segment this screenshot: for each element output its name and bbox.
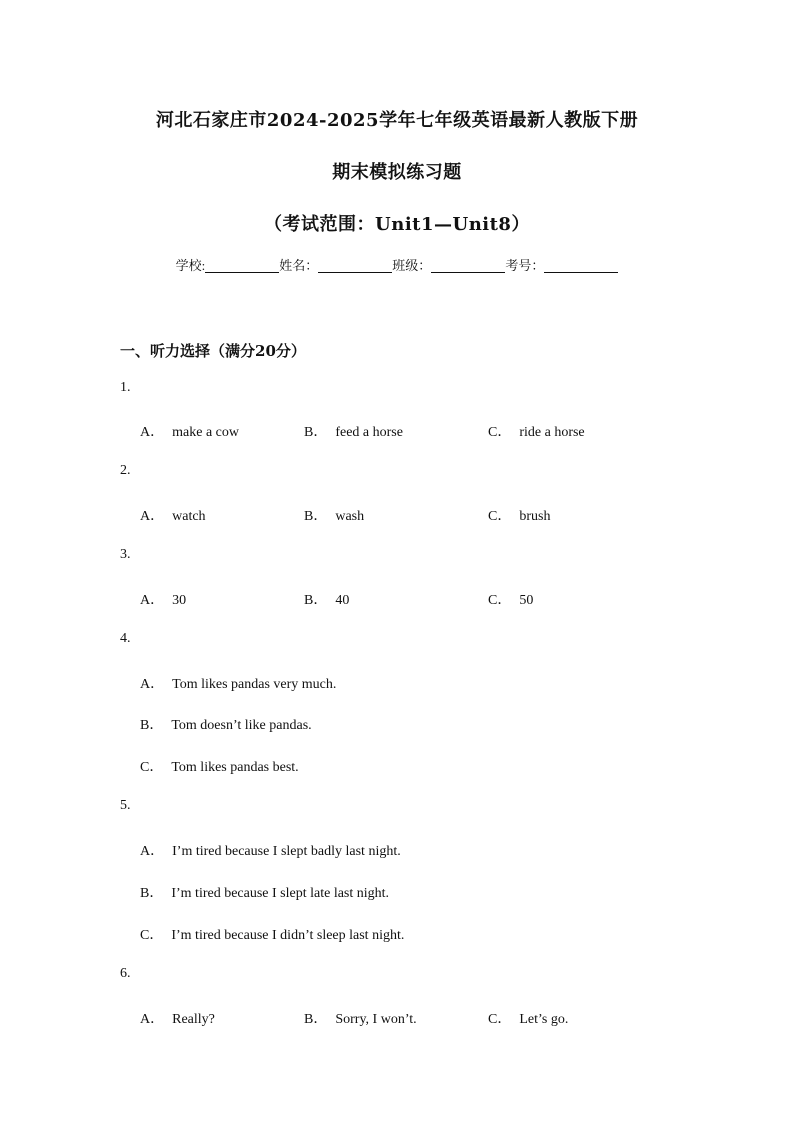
option-label: C．	[488, 1012, 512, 1027]
question-number: 3.	[120, 547, 131, 562]
option-label: C．	[140, 760, 164, 775]
option-b	[140, 882, 389, 902]
option-b	[304, 421, 403, 441]
option-text: 30	[172, 593, 187, 608]
option-c	[140, 924, 404, 944]
option-label: B．	[304, 425, 328, 440]
option-text: watch	[172, 509, 206, 524]
option-text: Let’s go.	[519, 1012, 569, 1027]
exam-scope: （考试范围：Unit1—Unit8）	[264, 214, 530, 235]
option-label: A．	[140, 1012, 165, 1027]
option-label: A．	[140, 593, 165, 608]
option-text: I’m tired because I slept badly last night.	[172, 844, 401, 859]
option-text: Tom likes pandas best.	[171, 760, 299, 775]
option-b	[304, 505, 364, 525]
option-label: A．	[140, 844, 165, 859]
class-label: 班级：	[392, 258, 432, 273]
question-number: 1.	[120, 380, 131, 395]
option-label: C．	[488, 425, 512, 440]
option-a	[140, 589, 186, 609]
question-number: 2.	[120, 463, 131, 478]
question-number: 5.	[120, 798, 131, 813]
class-blank[interactable]	[431, 258, 505, 273]
option-c	[488, 421, 585, 441]
option-text: wash	[335, 509, 365, 524]
option-a	[140, 421, 239, 441]
option-a	[140, 840, 401, 860]
option-text: Really?	[172, 1012, 215, 1027]
option-text: 40	[335, 593, 350, 608]
exam-title-line2: 期末模拟练习题	[332, 162, 462, 183]
option-label: B．	[140, 886, 164, 901]
school-label: 学校:	[175, 258, 206, 273]
student-info-row	[0, 255, 794, 274]
option-text: I’m tired because I slept late last night.	[171, 886, 390, 901]
option-a	[140, 505, 206, 525]
school-blank[interactable]	[205, 258, 279, 273]
option-c	[488, 589, 533, 609]
option-label: B．	[304, 509, 328, 524]
option-label: B．	[304, 1012, 328, 1027]
option-c	[140, 756, 299, 776]
question-number: 4.	[120, 631, 131, 646]
option-text: make a cow	[172, 425, 239, 440]
option-text: Tom likes pandas very much.	[172, 677, 337, 692]
exam-number-label: 考号：	[505, 258, 545, 273]
exam-number-blank[interactable]	[544, 258, 618, 273]
name-label: 姓名：	[279, 258, 319, 273]
option-c	[488, 505, 550, 525]
option-text: feed a horse	[335, 425, 403, 440]
option-text: Tom doesn’t like pandas.	[171, 718, 312, 733]
option-label: C．	[488, 509, 512, 524]
option-a	[140, 1008, 215, 1028]
option-text: I’m tired because I didn’t sleep last night.	[171, 928, 405, 943]
name-blank[interactable]	[318, 258, 392, 273]
option-label: B．	[140, 718, 164, 733]
option-c	[488, 1008, 568, 1028]
option-b	[304, 1008, 417, 1028]
option-b	[304, 589, 349, 609]
exam-title-line1: 河北石家庄市2024-2025学年七年级英语最新人教版下册	[155, 110, 639, 131]
option-b	[140, 714, 312, 734]
option-label: A．	[140, 677, 165, 692]
option-a	[140, 673, 336, 693]
option-label: B．	[304, 593, 328, 608]
option-label: C．	[140, 928, 164, 943]
option-label: C．	[488, 593, 512, 608]
option-text: brush	[519, 509, 551, 524]
option-label: A．	[140, 509, 165, 524]
option-text: 50	[519, 593, 534, 608]
question-number: 6.	[120, 966, 131, 981]
option-text: Sorry, I won’t.	[335, 1012, 417, 1027]
option-label: A．	[140, 425, 165, 440]
section-listening-title: 一、听力选择（满分20分）	[120, 342, 306, 360]
option-text: ride a horse	[519, 425, 585, 440]
